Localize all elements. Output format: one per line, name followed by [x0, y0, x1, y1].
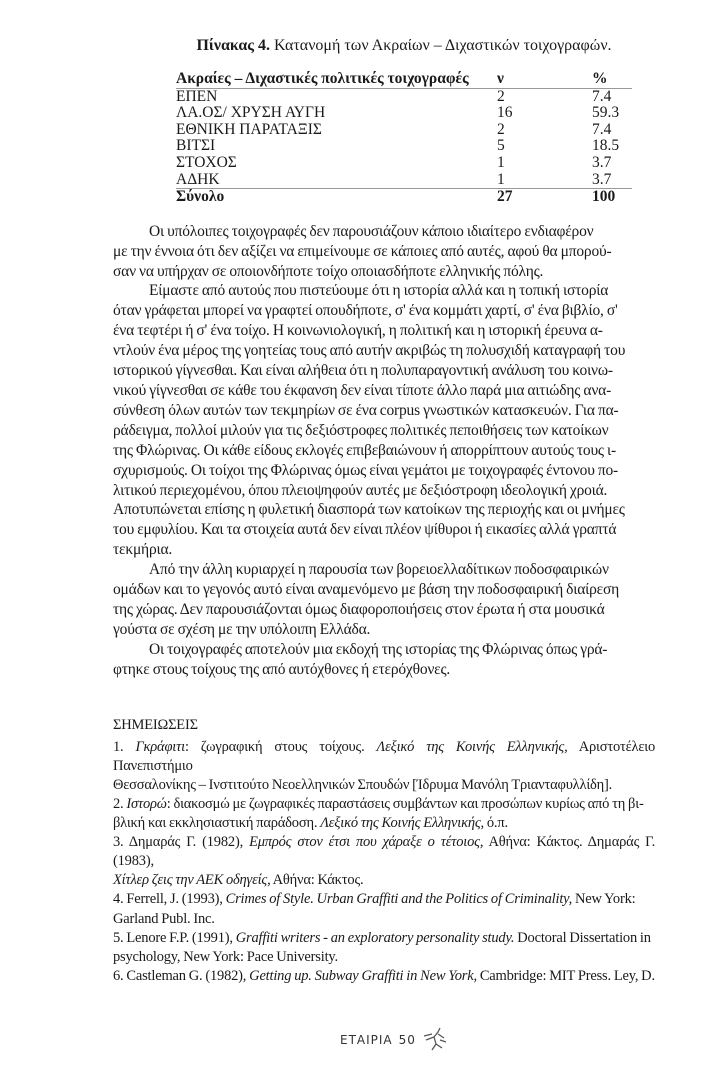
page-number: 50: [398, 1032, 416, 1047]
text: 1.: [113, 738, 136, 755]
paragraph: [113, 640, 655, 680]
cell-n: 2: [497, 87, 505, 105]
running-head: ΕΤΑΙΡΙΑ: [340, 1032, 393, 1047]
text: Θεσσαλονίκης – Ινστιτούτο Νεοελληνικών Σπουδών [Ίδρυμα Μανόλη Τριανταφυλλίδη].: [113, 776, 613, 793]
text: 2.: [113, 795, 127, 812]
table-row: [176, 172, 632, 189]
data-table: [176, 71, 632, 206]
total-n: 27: [497, 188, 513, 206]
cell-category: ΕΠΕΝ: [176, 87, 218, 105]
table-caption-text: Κατανομή των Ακραίων – Διχαστικών τοιχογραφών.: [270, 37, 612, 54]
text: Αθήνα: Κάκτος.: [270, 872, 364, 889]
text-line: Από την άλλη κυριαρχεί η παρουσία των βορειοελλαδίτικων ποδοσφαιρικών: [149, 561, 609, 579]
text: Garland Publ. Inc.: [113, 910, 215, 927]
cell-category: ΕΘΝΙΚΗ ΠΑΡΑΤΑΞΙΣ: [176, 120, 322, 138]
page-footer: [340, 1026, 655, 1054]
cell-n: 1: [497, 170, 505, 188]
footnote: [113, 738, 655, 795]
text-line: σχυρισμούς. Οι τοίχοι της Φλώρινας όμως είναι γεμάτοι με τοιχογραφές έντονου πο-: [113, 461, 618, 479]
text: 4. Ferrell, J. (1993),: [113, 891, 226, 908]
italic-text: Εμπρός στον έτσι που χάραξε ο τέτοιος,: [249, 834, 484, 851]
text-line: Είμαστε από αυτούς που πιστεύουμε ότι η ιστορία αλλά και η τοπική ιστορία: [149, 282, 609, 300]
text-line: σαν να υπήρχαν σε οποιονδήποτε τοίχο οποιασδήποτε ελληνικής πόλης.: [113, 262, 544, 280]
italic-text: Getting up. Subway Graffiti in New York,: [249, 967, 477, 984]
cell-category: ΑΔΗΚ: [176, 170, 220, 188]
column-header-category: Ακραίες – Διχαστικές πολιτικές τοιχογραφές: [176, 70, 469, 87]
text-line: φτηκε στους τοίχους της από αυτόχθονες ή ετερόχθονες.: [113, 660, 451, 678]
table-total-row: [176, 188, 632, 206]
italic-text: Graffiti writers - an exploratory personality study.: [235, 929, 515, 946]
text-line: λιτικού περιεχομένου, όπου πλειοψηφούν αυτές με δεξιόστροφη ιδεολογική χροιά.: [113, 481, 608, 499]
footnote: [113, 795, 655, 833]
text: New York:: [572, 891, 636, 908]
cell-percent: 7.4: [592, 87, 612, 105]
table-row: [176, 105, 632, 122]
italic-text: Λεξικό της Κοινής Ελληνικής,: [376, 738, 568, 755]
cell-category: ΛΑ.ΟΣ/ ΧΡΥΣΗ ΑΥΓΗ: [176, 104, 326, 122]
text-line: ένα τεφτέρι ή σ' ένα τοίχο. Η κοινωνιολογική, η πολιτική και η ιστορική έρευνα α-: [113, 322, 603, 340]
table-caption-label: Πίνακας 4.: [196, 37, 271, 54]
text-line: της χώρας. Δεν παρουσιάζονται όμως διαφοροποιήσεις στον έρωτα ή στα μουσικά: [113, 600, 605, 618]
table-body: [176, 89, 632, 189]
cell-percent: 7.4: [592, 120, 612, 138]
body-text: [113, 222, 655, 680]
text: : ζωγραφική στους τοίχους.: [184, 738, 377, 755]
table-row: [176, 122, 632, 139]
text-line: με την έννοια ότι δεν αξίζει να επιμείνουμε σε κάποιες από αυτές, αφού θα μπορού-: [113, 242, 612, 260]
cell-percent: 3.7: [592, 153, 612, 171]
text-line: ιστορικού γίγνεσθαι. Και είναι αλήθεια ότι η πολυπαραγοντική ανάλυση του κοινω-: [113, 362, 613, 380]
text-line: Οι υπόλοιπες τοιχογραφές δεν παρουσιάζουν κάποιο ιδιαίτερο ενδιαφέρον: [149, 222, 594, 240]
cell-n: 2: [497, 120, 505, 138]
footnote-line: [113, 967, 655, 986]
column-header-percent: %: [592, 70, 608, 87]
cell-category: ΒΙΤΣΙ: [176, 137, 216, 155]
text: βλική και εκκλησιαστική παράδοση.: [113, 815, 321, 832]
footnote-line: [113, 776, 655, 795]
text: 3. Δημαράς Γ. (1982),: [113, 834, 250, 851]
footnote-line: [113, 890, 655, 909]
cell-category: ΣΤΟΧΟΣ: [176, 153, 237, 171]
text-line: του εμφυλίου. Και τα στοιχεία αυτά δεν είναι πλέον ψίθυροι ή εικασίες αλλά γραπτά: [113, 521, 617, 539]
notes-section: [113, 716, 655, 986]
text: Αριστοτέλειο Πανεπιστήμιο: [113, 738, 655, 774]
text: 5. Lenore F.P. (1991),: [113, 929, 236, 946]
footnote: [113, 833, 655, 890]
text: Cambridge: MIT Press. Ley, D.: [476, 967, 655, 984]
text-line: σύνθεση όλων αυτών των τεκμηρίων σε ένα corpus γνωστικών κατασκευών. Για πα-: [113, 401, 619, 419]
italic-text: Crimes of Style. Urban Graffiti and the Politics of Criminality,: [225, 891, 573, 908]
italic-text: Λεξικό της Κοινής Ελληνικής,: [320, 815, 484, 832]
cell-percent: 18.5: [592, 137, 620, 155]
text-line: ομάδων και το γεγονός αυτό είναι αναμενόμενο με βάση την ποδοσφαιρική διαίρεση: [113, 581, 620, 599]
footnote: [113, 967, 655, 986]
text-line: ντλούν ένα μέρος της γοητείας τους από αυτήν ακριβώς τη πολυσχιδή καταγραφή του: [113, 342, 626, 360]
cell-n: 5: [497, 137, 505, 155]
text-line: τεκμήρια.: [113, 541, 173, 559]
text-line: Αποτυπώνεται επίσης η φυλετική διασπορά των κατοίκων της περιοχής και οι μνήμες: [113, 501, 625, 519]
text: ό.π.: [483, 815, 508, 832]
cell-percent: 59.3: [592, 104, 620, 122]
text: 6. Castleman G. (1982),: [113, 967, 250, 984]
text: : διακοσμώ με ζωγραφικές παραστάσεις συμβάντων και προσώπων κυρίως από τη βι-: [166, 795, 644, 812]
paragraph: [113, 222, 655, 282]
paragraph: [113, 560, 655, 640]
table-row: [176, 138, 632, 155]
text-line: ράδειγμα, πολλοί μιλούν για τις δεξιόστροφες πολιτικές πεποιθήσεις των κατοίκων: [113, 421, 609, 439]
footnote-line: [113, 833, 655, 871]
decorative-figure-icon: [422, 1026, 448, 1054]
cell-percent: 3.7: [592, 170, 612, 188]
table-row: [176, 155, 632, 172]
notes-heading: ΣΗΜΕΙΩΣΕΙΣ: [113, 716, 198, 733]
italic-text: Χίτλερ ζεις την ΑΕΚ οδηγείς,: [113, 872, 271, 889]
text-line: Οι τοιχογραφές αποτελούν μια εκδοχή της ιστορίας της Φλώρινας όπως γρά-: [149, 640, 608, 658]
text: Doctoral Dissertation in: [514, 929, 651, 946]
total-percent: 100: [592, 188, 616, 206]
total-label: Σύνολο: [176, 188, 225, 206]
text-line: γούστα σε σχέση με την υπόλοιπη Ελλάδα.: [113, 620, 371, 638]
text: psychology, New York: Pace University.: [113, 948, 338, 965]
table-row: [176, 89, 632, 106]
footnote-line: [113, 871, 655, 890]
cell-n: 16: [497, 104, 513, 122]
paragraph: [113, 281, 655, 560]
text-line: της Φλώρινας. Οι κάθε είδους εκλογές επιβεβαιώνουν ή απορρίπτουν αυτούς τους ι-: [113, 441, 616, 459]
italic-text: Γκράφιτι: [135, 738, 185, 755]
text-line: όταν γράφεται μπορεί να γραφτεί οπουδήποτε, σ' ένα κομμάτι χαρτί, σ' ένα βιβλίο, σ': [113, 302, 618, 320]
footnote: [113, 929, 655, 967]
footnote-line: [113, 948, 655, 967]
table-caption: [153, 36, 655, 56]
footnote: [113, 890, 655, 928]
text-line: νικού γίγνεσθαι σε κάθε του έκφανση δεν είναι τίποτε άλλο παρά μια αιτιώδης ανα-: [113, 382, 612, 399]
footnote-line: [113, 929, 655, 948]
footnote-line: [113, 814, 655, 833]
text: Αθήνα: Κάκτος. Δημαράς Γ. (1983),: [113, 834, 656, 870]
cell-n: 1: [497, 153, 505, 171]
footnote-line: [113, 738, 655, 776]
footnote-line: [113, 910, 655, 929]
footnote-line: [113, 795, 655, 814]
table-header-row: [176, 71, 632, 89]
column-header-n: ν: [497, 70, 504, 87]
italic-text: Ιστορώ: [126, 795, 167, 812]
